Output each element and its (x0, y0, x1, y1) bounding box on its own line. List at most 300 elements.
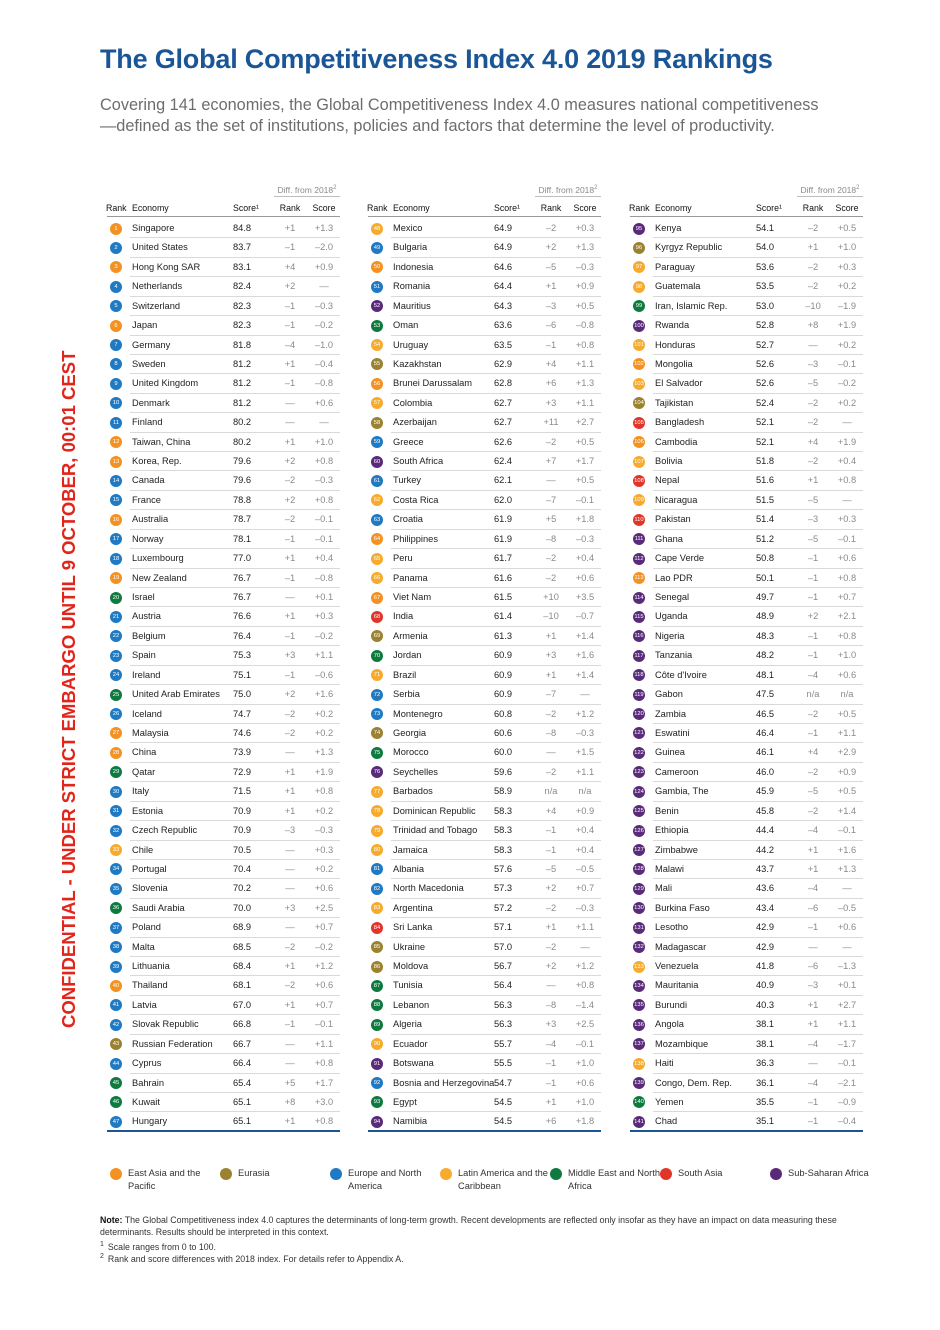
score-change: +1.9 (837, 320, 857, 331)
rank-change: +3 (284, 650, 296, 661)
table-row (107, 433, 340, 452)
rank-change: +1 (807, 999, 819, 1010)
rank-badge: 44 (110, 1058, 122, 1070)
score-change: +0.8 (837, 475, 857, 486)
score-change: –0.8 (575, 320, 595, 331)
rank-badge: 93 (371, 1096, 383, 1108)
table-row (630, 238, 863, 257)
economy-name: Cyprus (132, 1058, 162, 1069)
score-change: –1.4 (575, 999, 595, 1010)
rank-change: –1 (807, 922, 819, 933)
table-row (107, 743, 340, 762)
rank-change: –1 (545, 1058, 557, 1069)
table-row (107, 976, 340, 995)
rank-badge: 69 (371, 630, 383, 642)
rank-change: –2 (284, 708, 296, 719)
rank-badge: 14 (110, 475, 122, 487)
score-value: 70.0 (233, 902, 252, 913)
economy-name: El Salvador (655, 378, 703, 389)
economy-name: Turkey (393, 475, 422, 486)
score-value: 84.8 (233, 223, 252, 233)
rank-change: –4 (807, 825, 819, 836)
rank-badge: 21 (110, 611, 122, 623)
rank-badge: 128 (633, 863, 645, 875)
score-value: 66.4 (233, 1058, 252, 1069)
economy-name: Gambia, The (655, 786, 709, 797)
rank-badge: 4 (110, 281, 122, 293)
economy-name: Zambia (655, 708, 687, 719)
economy-name: Bulgaria (393, 242, 428, 253)
rank-badge: 85 (371, 941, 383, 953)
score-change: — (319, 417, 329, 428)
score-change: +1.2 (575, 961, 595, 972)
table-row (630, 413, 863, 432)
score-change: +1.0 (314, 436, 334, 447)
rank-change: –8 (545, 727, 557, 738)
diff-header-footnote-mark: 2 (333, 185, 337, 192)
rank-badge: 19 (110, 572, 122, 584)
score-change: –1.3 (837, 961, 857, 972)
rank-badge: 24 (110, 669, 122, 681)
rank-change: –1 (545, 844, 557, 855)
score-change: — (842, 417, 852, 428)
economy-name: Bosnia and Herzegovina (393, 1077, 495, 1088)
economy-name: Canada (132, 475, 165, 486)
score-change: +0.7 (314, 999, 334, 1010)
economy-name: Viet Nam (393, 592, 432, 603)
table-row (107, 588, 340, 607)
rank-change: +1 (284, 805, 296, 816)
table-row (107, 238, 340, 257)
score-change: –0.1 (575, 1038, 595, 1049)
score-value: 53.6 (756, 261, 775, 272)
rank-badge: 66 (371, 572, 383, 584)
table-row (630, 491, 863, 510)
rank-change: –2 (545, 902, 557, 913)
economy-name: Kazakhstan (393, 358, 442, 369)
rank-change: –1 (807, 1116, 819, 1127)
score-value: 40.9 (756, 980, 775, 991)
score-value: 61.4 (494, 611, 513, 622)
score-change: +1.6 (575, 650, 595, 661)
table-row (368, 938, 601, 957)
economy-name: Egypt (393, 1096, 417, 1107)
economy-name: Guatemala (655, 281, 701, 292)
score-value: 45.8 (756, 805, 775, 816)
score-value: 44.2 (756, 844, 775, 855)
table-row (630, 899, 863, 918)
score-value: 52.8 (756, 320, 775, 331)
economy-name: Czech Republic (132, 825, 198, 836)
rank-change: — (285, 747, 295, 758)
table-row (368, 1015, 601, 1034)
rank-badge: 36 (110, 902, 122, 914)
score-value: 68.1 (233, 980, 252, 991)
table-row (630, 1054, 863, 1073)
rank-badge: 122 (633, 747, 645, 759)
score-value: 68.9 (233, 922, 252, 933)
rank-change: +1 (284, 436, 296, 447)
table-row (368, 413, 601, 432)
score-change: +1.1 (575, 922, 595, 933)
table-header-row (107, 202, 340, 216)
rank-change: +3 (545, 650, 557, 661)
table-row (107, 627, 340, 646)
rank-badge: 47 (110, 1116, 122, 1128)
economy-name: Thailand (132, 980, 168, 991)
rank-change: –5 (807, 378, 819, 389)
economy-name: Korea, Rep. (132, 456, 182, 467)
table-header-row (368, 202, 601, 216)
rank-change: +8 (807, 320, 819, 331)
rank-change: +1 (284, 999, 296, 1010)
rank-badge: 46 (110, 1096, 122, 1108)
economy-name: Algeria (393, 1019, 422, 1030)
score-value: 43.6 (756, 883, 775, 894)
score-value: 56.3 (494, 1019, 513, 1030)
score-change: +0.5 (575, 475, 595, 486)
economy-name: Nicaragua (655, 494, 698, 505)
economy-name: Croatia (393, 514, 423, 525)
score-value: 53.5 (756, 281, 775, 292)
score-change: +0.3 (314, 844, 334, 855)
score-change: –0.3 (575, 902, 595, 913)
score-value: 36.3 (756, 1058, 775, 1069)
table-row (368, 976, 601, 995)
table-row (368, 569, 601, 588)
economy-name: Venezuela (655, 961, 699, 972)
rank-change: +6 (545, 1116, 557, 1127)
rank-badge: 50 (371, 261, 383, 273)
score-value: 65.1 (233, 1116, 252, 1127)
rank-badge: 133 (633, 961, 645, 973)
rank-badge: 116 (633, 630, 645, 642)
rank-badge: 2 (110, 242, 122, 254)
economy-name: Ethiopia (655, 825, 689, 836)
header-divider (107, 216, 340, 217)
score-value: 70.4 (233, 863, 252, 874)
economy-name: France (132, 494, 161, 505)
rank-badge: 115 (633, 611, 645, 623)
table-header-row (630, 202, 863, 216)
score-value: 75.1 (233, 669, 252, 680)
footnote-2 (100, 1253, 840, 1264)
score-change: +1.3 (837, 863, 857, 874)
rank-change: –4 (807, 669, 819, 680)
table-row (630, 821, 863, 840)
rank-change: –2 (807, 708, 819, 719)
score-change: +1.1 (837, 727, 857, 738)
rank-badge: 29 (110, 766, 122, 778)
score-value: 58.9 (494, 786, 513, 797)
economy-name: Iceland (132, 708, 162, 719)
score-change: +0.6 (837, 669, 857, 680)
rank-change: –1 (545, 1077, 557, 1088)
table-row (368, 316, 601, 335)
table-row (630, 394, 863, 413)
rank-badge: 62 (371, 494, 383, 506)
table-row (107, 1112, 340, 1131)
score-change: +0.6 (837, 922, 857, 933)
score-change: +0.8 (314, 456, 334, 467)
score-value: 50.1 (756, 572, 775, 583)
rank-badge: 16 (110, 514, 122, 526)
table-row (630, 1074, 863, 1093)
rank-badge: 3 (110, 261, 122, 273)
score-value: 60.6 (494, 727, 513, 738)
rank-badge: 71 (371, 669, 383, 681)
score-value: 56.7 (494, 961, 513, 972)
score-value: 54.5 (494, 1116, 513, 1127)
economy-name: Honduras (655, 339, 696, 350)
score-change: +0.8 (575, 980, 595, 991)
table-row (107, 219, 340, 238)
rank-change: +1 (545, 1096, 557, 1107)
score-change: +0.4 (575, 553, 595, 564)
score-value: 62.4 (494, 456, 513, 467)
rank-change: +2 (284, 494, 296, 505)
score-change: +0.8 (314, 786, 334, 797)
score-change: +3.0 (314, 1096, 334, 1107)
note-label: Note: (100, 1215, 123, 1225)
economy-name: Brazil (393, 669, 417, 680)
economy-name: Serbia (393, 689, 420, 700)
economy-name: India (393, 611, 414, 622)
score-change: — (580, 941, 590, 952)
rank-badge: 101 (633, 339, 645, 351)
rank-badge: 83 (371, 902, 383, 914)
rank-change: — (285, 922, 295, 933)
rank-badge: 12 (110, 436, 122, 448)
table-row (107, 569, 340, 588)
economy-name: Lesotho (655, 922, 689, 933)
economy-name: Kyrgyz Republic (655, 242, 723, 253)
rank-badge: 72 (371, 689, 383, 701)
score-value: 60.9 (494, 669, 513, 680)
score-value: 46.5 (756, 708, 775, 719)
score-value: 83.7 (233, 242, 252, 253)
score-change: +0.2 (314, 727, 334, 738)
score-value: 61.9 (494, 533, 513, 544)
rank-badge: 96 (633, 242, 645, 254)
economy-name: United States (132, 242, 188, 253)
rank-change: –1 (807, 727, 819, 738)
table-row (107, 899, 340, 918)
rank-change: –2 (545, 941, 557, 952)
score-change: –0.4 (314, 358, 334, 369)
rank-badge: 100 (633, 320, 645, 332)
rank-badge: 23 (110, 650, 122, 662)
rank-change: — (285, 397, 295, 408)
rank-badge: 57 (371, 397, 383, 409)
rank-badge: 113 (633, 572, 645, 584)
rank-badge: 58 (371, 417, 383, 429)
table-row (368, 491, 601, 510)
score-change: –0.1 (837, 825, 857, 836)
table-row (630, 938, 863, 957)
score-value: 59.6 (494, 766, 513, 777)
table-row (107, 394, 340, 413)
table-row (630, 510, 863, 529)
table-row (368, 530, 601, 549)
score-change: +1.1 (575, 766, 595, 777)
score-change: — (842, 883, 852, 894)
economy-name: Botswana (393, 1058, 434, 1069)
economy-name: Oman (393, 320, 419, 331)
rank-badge: 55 (371, 358, 383, 370)
score-value: 51.5 (756, 494, 775, 505)
rank-change: –5 (807, 786, 819, 797)
score-value: 52.1 (756, 417, 775, 428)
economy-name: Guinea (655, 747, 685, 758)
column-bottom-rule (630, 1130, 863, 1132)
rank-change: –8 (545, 533, 557, 544)
score-change: +2.9 (837, 747, 857, 758)
table-row (630, 763, 863, 782)
score-value: 58.3 (494, 805, 513, 816)
rank-change: –1 (284, 320, 296, 331)
score-value: 57.0 (494, 941, 513, 952)
score-value: 48.2 (756, 650, 775, 661)
economy-name: Haiti (655, 1058, 674, 1069)
legend-label: Sub-Saharan Africa (788, 1168, 869, 1178)
table-row (107, 258, 340, 277)
rank-badge: 43 (110, 1038, 122, 1050)
diff-score-header: Score (835, 203, 859, 213)
rank-change: +2 (284, 689, 296, 700)
rank-change: –3 (284, 825, 296, 836)
economy-name: Tunisia (393, 980, 423, 991)
rank-badge: 130 (633, 902, 645, 914)
score-change: +1.0 (575, 1096, 595, 1107)
score-value: 67.0 (233, 999, 252, 1010)
rank-change: –1 (284, 572, 296, 583)
rank-change: –2 (284, 941, 296, 952)
score-change: +2.7 (575, 417, 595, 428)
rank-badge: 119 (633, 689, 645, 701)
footnote-mark: 1 (100, 1241, 104, 1248)
rank-change: –1 (807, 592, 819, 603)
note-text: The Global Competitiveness index 4.0 captures the determinants of long-term growth. Recent developments are reflected only insofar as they have an impact on data measuring these determinants. Results should be interpreted in this context. (100, 1215, 837, 1237)
legend-dot (110, 1168, 122, 1180)
score-value: 54.7 (494, 1077, 513, 1088)
score-change: +1.3 (314, 223, 334, 233)
rank-change: +2 (284, 456, 296, 467)
table-row (107, 607, 340, 626)
table-row (107, 918, 340, 937)
table-row (368, 1112, 601, 1131)
rank-change: –7 (545, 689, 557, 700)
score-value: 63.6 (494, 320, 513, 331)
score-change: — (842, 494, 852, 505)
table-row (107, 549, 340, 568)
rank-change: +8 (284, 1096, 296, 1107)
rank-change: –2 (284, 514, 296, 525)
rank-change: +5 (545, 514, 557, 525)
score-change: n/a (578, 786, 592, 797)
rank-change: +1 (807, 475, 819, 486)
score-change: +1.4 (575, 669, 595, 680)
score-change: –1.0 (314, 339, 334, 350)
table-row (107, 1015, 340, 1034)
economy-name: Morocco (393, 747, 429, 758)
table-row (368, 1074, 601, 1093)
score-value: 57.1 (494, 922, 513, 933)
score-change: –1.9 (837, 300, 857, 311)
rank-change: +3 (545, 397, 557, 408)
score-change: +1.0 (575, 1058, 595, 1069)
table-row (107, 821, 340, 840)
score-value: 60.9 (494, 650, 513, 661)
score-value: 43.4 (756, 902, 775, 913)
rank-change: +1 (284, 1116, 296, 1127)
score-change: +0.9 (837, 766, 857, 777)
rank-change: –2 (545, 223, 557, 233)
score-value: 40.3 (756, 999, 775, 1010)
table-row (107, 879, 340, 898)
score-change: –0.1 (575, 494, 595, 505)
diff-header-label: Diff. from 2018 (277, 185, 334, 195)
rank-badge: 73 (371, 708, 383, 720)
economy-name: Austria (132, 611, 161, 622)
score-change: +0.8 (837, 572, 857, 583)
score-value: 76.7 (233, 572, 252, 583)
note (100, 1215, 840, 1238)
rank-badge: 17 (110, 533, 122, 545)
table-row (368, 763, 601, 782)
score-value: 62.7 (494, 417, 513, 428)
table-row (630, 549, 863, 568)
rank-badge: 94 (371, 1116, 383, 1128)
table-row (107, 374, 340, 393)
rank-badge: 120 (633, 708, 645, 720)
legend-dot (550, 1168, 562, 1180)
score-value: 52.1 (756, 436, 775, 447)
rank-badge: 123 (633, 766, 645, 778)
economy-name: Chad (655, 1116, 678, 1127)
economy-name: Trinidad and Tobago (393, 825, 478, 836)
score-value: 51.6 (756, 475, 775, 486)
score-value: 62.8 (494, 378, 513, 389)
rank-badge: 38 (110, 941, 122, 953)
table-row (630, 277, 863, 296)
table-row (368, 627, 601, 646)
score-change: +0.7 (314, 922, 334, 933)
table-row (630, 569, 863, 588)
rank-badge: 7 (110, 339, 122, 351)
score-change: –0.9 (837, 1096, 857, 1107)
rank-change: +1 (545, 630, 557, 641)
economy-name: Gabon (655, 689, 683, 700)
score-value: 54.5 (494, 1096, 513, 1107)
score-change: +1.1 (575, 358, 595, 369)
score-change: –0.4 (837, 1116, 857, 1127)
score-change: –1.7 (837, 1038, 857, 1049)
table-row (630, 802, 863, 821)
score-value: 82.4 (233, 281, 252, 292)
score-change: +2.5 (575, 1019, 595, 1030)
economy-name: Lao PDR (655, 572, 693, 583)
table-row (368, 452, 601, 471)
economy-name: Philippines (393, 533, 438, 544)
table-row (107, 705, 340, 724)
table-row (630, 860, 863, 879)
economy-name: Iran, Islamic Rep. (655, 300, 728, 311)
rank-change: — (285, 844, 295, 855)
rank-change: — (546, 980, 556, 991)
rank-change: –1 (284, 242, 296, 253)
score-value: 42.9 (756, 922, 775, 933)
